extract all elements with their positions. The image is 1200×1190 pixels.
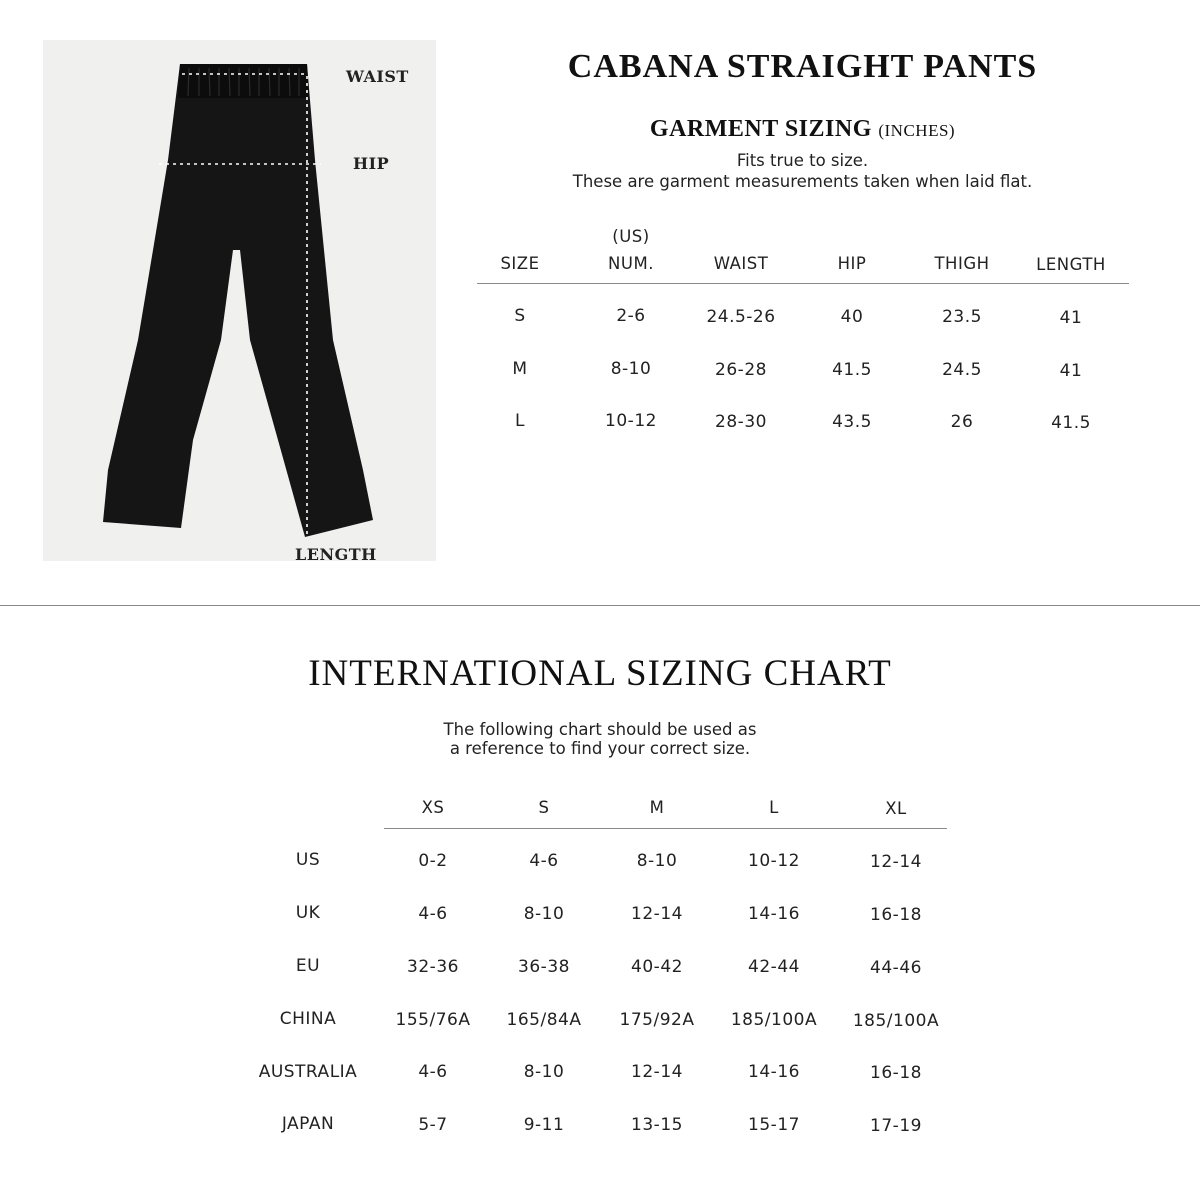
thigh-cell: 24.5 [942,360,982,380]
pants-silhouette [103,64,373,537]
size-value-cell: 4-6 [418,1062,448,1082]
size-value-cell: 175/92A [619,1010,695,1030]
size-value-cell: 5-7 [418,1115,448,1135]
hip-cell: 41.5 [832,360,872,380]
us-num-cell: 2-6 [616,306,646,326]
hip-label: HIP [353,154,390,173]
size-cell: M [512,359,528,379]
size-value-cell: 15-17 [748,1115,800,1135]
size-value-cell: 0-2 [418,851,448,871]
fit-note: Fits true to size. [736,151,869,170]
thigh-cell: 23.5 [942,307,982,327]
size-value-cell: 9-11 [523,1115,565,1135]
size-value-cell: 40-42 [631,957,683,977]
col-header-hip: HIP [837,254,867,273]
col-header-num: NUM. [608,254,654,273]
size-value-cell: 14-16 [748,904,800,924]
measurement-note: These are garment measurements taken when laid flat. [572,172,1033,191]
col-header-us: (US) [612,227,650,246]
size-value-cell: 8-10 [523,904,565,924]
size-value-cell: 42-44 [748,957,800,977]
waist-cell: 26-28 [715,360,767,380]
size-value-cell: 10-12 [748,851,800,871]
garment-sizing-heading [480,116,1125,143]
col-header-thigh: THIGH [934,254,990,273]
size-value-cell: 4-6 [529,851,559,871]
col-header-s: S [538,798,550,817]
intl-note-line1: The following chart should be used as [443,720,757,739]
size-value-cell: 13-15 [631,1115,683,1135]
size-value-cell: 165/84A [506,1010,582,1030]
garment-sizing-title: GARMENT SIZING [649,116,872,142]
region-cell: AUSTRALIA [258,1062,358,1082]
product-image-panel [43,40,436,564]
size-value-cell: 17-19 [870,1116,922,1136]
pants-illustration [43,40,436,561]
hip-cell: 40 [840,307,864,327]
size-value-cell: 8-10 [523,1062,565,1082]
waist-cell: 28-30 [715,412,767,432]
product-title: CABANA STRAIGHT PANTS [567,48,1038,85]
region-cell: EU [295,956,321,976]
size-value-cell: 12-14 [631,1062,683,1082]
size-value-cell: 36-38 [518,957,570,977]
size-value-cell: 4-6 [418,904,448,924]
col-header-xl: XL [885,799,907,818]
size-value-cell: 14-16 [748,1062,800,1082]
region-cell: US [295,850,321,870]
us-num-cell: 10-12 [605,411,657,431]
section-divider [0,605,1200,606]
length-cell: 41 [1059,361,1083,381]
garment-table-rule [477,283,1129,284]
col-header-length: LENGTH [1036,255,1106,274]
region-cell: CHINA [279,1009,337,1029]
col-header-l: L [769,798,779,817]
size-cell: S [514,306,526,326]
size-value-cell: 32-36 [407,957,459,977]
size-value-cell: 12-14 [631,904,683,924]
size-value-cell: 185/100A [730,1010,818,1030]
region-cell: UK [295,903,321,923]
region-cell: JAPAN [281,1114,335,1134]
waist-cell: 24.5-26 [706,307,776,327]
size-value-cell: 44-46 [870,958,922,978]
intl-table-rule [384,828,947,829]
length-label: LENGTH [295,545,377,564]
international-chart-title: INTERNATIONAL SIZING CHART [308,653,892,694]
length-cell: 41.5 [1051,413,1091,433]
col-header-m: M [649,798,665,817]
waist-label: WAIST [346,67,409,86]
size-value-cell: 16-18 [870,1063,922,1083]
us-num-cell: 8-10 [610,359,652,379]
thigh-cell: 26 [950,412,974,432]
garment-sizing-unit: (INCHES) [878,121,956,140]
col-header-size: SIZE [500,254,540,273]
size-value-cell: 155/76A [395,1010,471,1030]
hip-cell: 43.5 [832,412,872,432]
col-header-waist: WAIST [713,254,769,273]
size-value-cell: 12-14 [870,852,922,872]
intl-note-line2: a reference to find your correct size. [449,739,751,758]
size-value-cell: 185/100A [852,1011,940,1031]
length-cell: 41 [1059,308,1083,328]
size-value-cell: 8-10 [636,851,678,871]
size-value-cell: 16-18 [870,905,922,925]
size-cell: L [515,411,525,431]
col-header-xs: XS [421,798,445,817]
